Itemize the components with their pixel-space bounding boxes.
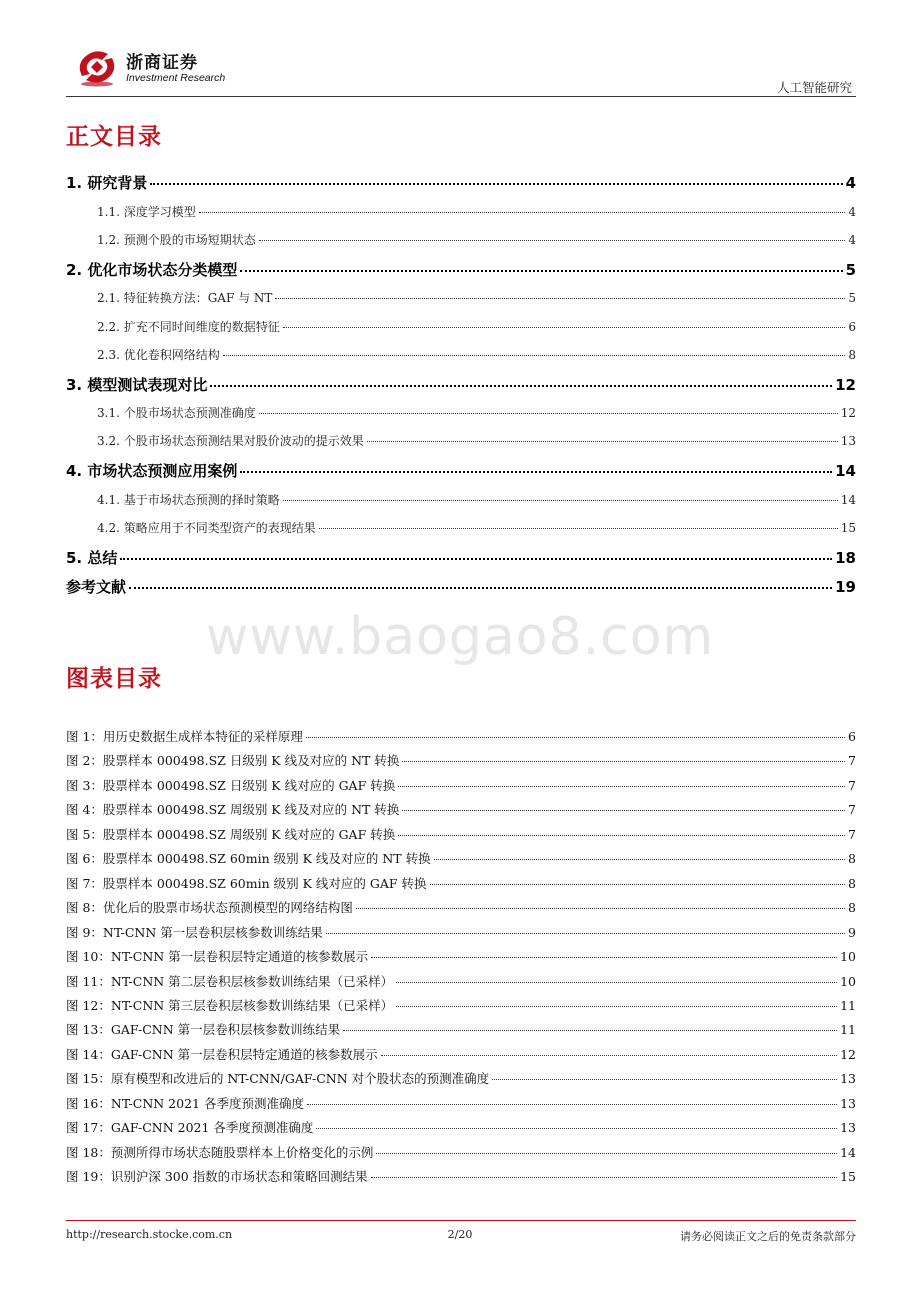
- toc-entry-page: 5: [845, 261, 856, 279]
- dot-leader: [434, 858, 845, 860]
- dot-leader: [371, 956, 837, 958]
- dot-leader: [326, 932, 845, 934]
- page-number: 2/20: [447, 1228, 473, 1241]
- figure-entry-label: 图 6：股票样本 000498.SZ 60min 级别 K 线及对应的 NT 转换: [66, 851, 431, 867]
- figure-entry[interactable]: [66, 727, 856, 745]
- dot-leader: [316, 1127, 837, 1129]
- figure-entry[interactable]: [66, 947, 856, 965]
- toc-entry-label: 2.2. 扩充不同时间维度的数据特征: [97, 320, 280, 334]
- toc-entry-page: 15: [840, 521, 856, 535]
- toc-entry-chapter[interactable]: [66, 547, 856, 568]
- dot-leader: [367, 440, 838, 442]
- brand-name: 浙商证券: [126, 53, 198, 73]
- toc-entry-page: 4: [845, 174, 856, 192]
- dot-leader: [402, 809, 845, 811]
- dot-leader: [371, 1176, 837, 1178]
- watermark: www.baogao8.com: [205, 607, 715, 667]
- figure-entry-label: 图 2：股票样本 000498.SZ 日级别 K 线及对应的 NT 转换: [66, 753, 400, 769]
- toc-entry-label: 4. 市场状态预测应用案例: [66, 462, 238, 480]
- figure-entry-label: 图 15：原有模型和改进后的 NT-CNN/GAF-CNN 对个股状态的预测准确度: [66, 1071, 490, 1087]
- figure-entry-page: 13: [840, 1120, 856, 1136]
- figures-title: 图表目录: [66, 666, 162, 692]
- toc-entry-page: 4: [848, 205, 856, 219]
- header-divider: [66, 96, 856, 97]
- toc-entry-page: 6: [848, 320, 856, 334]
- dot-leader: [150, 182, 842, 185]
- dot-leader: [259, 239, 846, 241]
- figure-entry-page: 7: [848, 753, 856, 769]
- toc-entry-chapter[interactable]: [66, 460, 856, 481]
- brand-logo-icon: [74, 46, 120, 88]
- figure-entry-page: 7: [848, 826, 856, 842]
- figure-entry[interactable]: [66, 972, 856, 990]
- dot-leader: [356, 907, 845, 909]
- dot-leader: [402, 760, 845, 762]
- page-header: [66, 40, 856, 98]
- figure-entry-page: 12: [840, 1046, 856, 1062]
- footer-disclaimer: 请务必阅读正文之后的免责条款部分: [680, 1230, 856, 1243]
- toc-entry-chapter[interactable]: [66, 576, 856, 597]
- dot-leader: [492, 1078, 837, 1080]
- toc-entry-label: 2.1. 特征转换方法：GAF 与 NT: [97, 291, 273, 305]
- figure-entry[interactable]: [66, 898, 856, 916]
- figure-entry-label: 图 11：NT-CNN 第二层卷积层核参数训练结果（已采样）: [66, 973, 394, 989]
- figure-entry-page: 10: [840, 949, 856, 965]
- toc-entry-label: 4.2. 策略应用于不同类型资产的表现结果: [97, 521, 316, 535]
- dot-leader: [129, 586, 832, 589]
- dot-leader: [396, 1005, 837, 1007]
- toc-entry-section[interactable]: [66, 289, 856, 306]
- figure-entry[interactable]: [66, 1069, 856, 1087]
- figure-entry-page: 10: [840, 973, 856, 989]
- figure-entry[interactable]: [66, 1118, 856, 1136]
- dot-leader: [396, 981, 837, 983]
- dot-leader: [381, 1054, 837, 1056]
- toc-entry-section[interactable]: [66, 404, 856, 421]
- toc-entry-section[interactable]: [66, 491, 856, 508]
- toc-entry-page: 12: [835, 376, 856, 394]
- figure-entry-page: 11: [840, 997, 856, 1013]
- dot-leader: [307, 1103, 837, 1105]
- dot-leader: [223, 354, 846, 356]
- dot-leader: [343, 1029, 837, 1031]
- toc-entry-section[interactable]: [66, 203, 856, 220]
- figure-entry-label: 图 5：股票样本 000498.SZ 周级别 K 线对应的 GAF 转换: [66, 826, 396, 842]
- figure-entry-label: 图 16：NT-CNN 2021 各季度预测准确度: [66, 1095, 304, 1111]
- toc-entry-label: 参考文献: [66, 578, 127, 596]
- figure-entry[interactable]: [66, 923, 856, 941]
- figure-entry-page: 15: [840, 1169, 856, 1185]
- toc-entry-label: 3. 模型测试表现对比: [66, 376, 208, 394]
- figure-entry-page: 7: [848, 777, 856, 793]
- figure-entry-page: 14: [840, 1144, 856, 1160]
- toc-entry-label: 1. 研究背景: [66, 174, 148, 192]
- dot-leader: [283, 326, 846, 328]
- figure-entry-page: 7: [848, 802, 856, 818]
- brand-subtitle: Investment Research: [126, 72, 226, 84]
- toc-entry-label: 3.1. 个股市场状态预测准确度: [97, 406, 256, 420]
- dot-leader: [259, 412, 838, 414]
- toc-entry-label: 2. 优化市场状态分类模型: [66, 261, 238, 279]
- dot-leader: [319, 527, 838, 529]
- toc-entry-page: 12: [840, 406, 856, 420]
- dot-leader: [210, 384, 832, 387]
- toc-entry-page: 4: [848, 233, 856, 247]
- toc-entry-label: 1.2. 预测个股的市场短期状态: [97, 233, 256, 247]
- toc-entry-label: 1.1. 深度学习模型: [97, 205, 196, 219]
- dot-leader: [398, 834, 845, 836]
- figure-entry-label: 图 3：股票样本 000498.SZ 日级别 K 线对应的 GAF 转换: [66, 777, 396, 793]
- figure-entry[interactable]: [66, 849, 856, 867]
- figure-entry-page: 6: [848, 729, 856, 744]
- figure-entry[interactable]: [66, 751, 856, 769]
- figure-entry-label: 图 8：优化后的股票市场状态预测模型的网络结构图: [66, 900, 353, 916]
- figure-entry[interactable]: [66, 1094, 856, 1112]
- figure-entry[interactable]: [66, 1045, 856, 1063]
- figure-entry-label: 图 18：预测所得市场状态随股票样本上价格变化的示例: [66, 1144, 374, 1160]
- dot-leader: [430, 883, 846, 885]
- figure-entry-label: 图 14：GAF-CNN 第一层卷积层特定通道的核参数展示: [66, 1046, 378, 1062]
- dot-leader: [306, 736, 845, 738]
- figure-entry-label: 图 19：识别沪深 300 指数的市场状态和策略回测结果: [66, 1169, 368, 1185]
- figure-entry[interactable]: [66, 1167, 856, 1185]
- toc-entry-page: 14: [835, 462, 856, 480]
- toc-entry-section[interactable]: [66, 519, 856, 536]
- figure-entry[interactable]: [66, 996, 856, 1014]
- report-category: 人工智能研究: [776, 80, 852, 95]
- figure-entry-page: 9: [848, 924, 856, 940]
- toc-entry-section[interactable]: [66, 432, 856, 449]
- figure-entry-label: 图 13：GAF-CNN 第一层卷积层核参数训练结果: [66, 1022, 341, 1038]
- figure-entry-page: 13: [840, 1095, 856, 1111]
- figure-entry-page: 11: [840, 1022, 856, 1038]
- figure-entry-label: 图 10：NT-CNN 第一层卷积层特定通道的核参数展示: [66, 949, 369, 965]
- toc-entry-page: 8: [848, 348, 856, 362]
- figure-entry-label: 图 1：用历史数据生成样本特征的采样原理: [66, 729, 303, 744]
- figure-entry[interactable]: [66, 874, 856, 892]
- toc-entry-chapter[interactable]: [66, 374, 856, 395]
- toc-entry-page: 14: [840, 493, 856, 507]
- figure-entry-label: 图 12：NT-CNN 第三层卷积层核参数训练结果（已采样）: [66, 997, 394, 1013]
- toc-entry-label: 4.1. 基于市场状态预测的择时策略: [97, 493, 280, 507]
- dot-leader: [199, 211, 846, 213]
- figure-entry-page: 13: [840, 1071, 856, 1087]
- toc-title: 正文目录: [66, 124, 162, 150]
- dot-leader: [398, 785, 845, 787]
- footer-divider: [66, 1220, 856, 1221]
- toc-entry-chapter[interactable]: [66, 172, 856, 193]
- toc-entry-page: 13: [840, 434, 856, 448]
- dot-leader: [240, 269, 842, 272]
- figure-entry-label: 图 17：GAF-CNN 2021 各季度预测准确度: [66, 1120, 314, 1136]
- toc-entry-section[interactable]: [66, 318, 856, 335]
- figure-entry-page: 8: [848, 875, 856, 891]
- footer-url[interactable]: http://research.stocke.com.cn: [66, 1228, 233, 1241]
- figure-entry-page: 8: [848, 900, 856, 916]
- figure-entry[interactable]: [66, 800, 856, 818]
- toc-entry-page: 19: [835, 578, 856, 596]
- toc-entry-page: 5: [848, 291, 856, 305]
- toc-entry-chapter[interactable]: [66, 259, 856, 280]
- figure-entry-label: 图 4：股票样本 000498.SZ 周级别 K 线及对应的 NT 转换: [66, 802, 400, 818]
- toc-entry-label: 3.2. 个股市场状态预测结果对股价波动的提示效果: [97, 434, 364, 448]
- toc-entry-page: 18: [835, 549, 856, 567]
- figure-entry-label: 图 7：股票样本 000498.SZ 60min 级别 K 线对应的 GAF 转换: [66, 875, 427, 891]
- dot-leader: [376, 1152, 837, 1154]
- dot-leader: [283, 499, 838, 501]
- toc-entry-label: 2.3. 优化卷积网络结构: [97, 348, 220, 362]
- figure-entry-page: 8: [848, 851, 856, 867]
- toc-entry-label: 5. 总结: [66, 549, 118, 567]
- toc-entry-section[interactable]: [66, 231, 856, 248]
- figure-entry[interactable]: [66, 776, 856, 794]
- figure-entry[interactable]: [66, 1020, 856, 1038]
- dot-leader: [275, 297, 845, 299]
- toc-entry-section[interactable]: [66, 346, 856, 363]
- dot-leader: [120, 557, 832, 560]
- dot-leader: [240, 470, 832, 473]
- figure-entry-label: 图 9：NT-CNN 第一层卷积层核参数训练结果: [66, 924, 323, 940]
- figure-entry[interactable]: [66, 825, 856, 843]
- figure-entry[interactable]: [66, 1143, 856, 1161]
